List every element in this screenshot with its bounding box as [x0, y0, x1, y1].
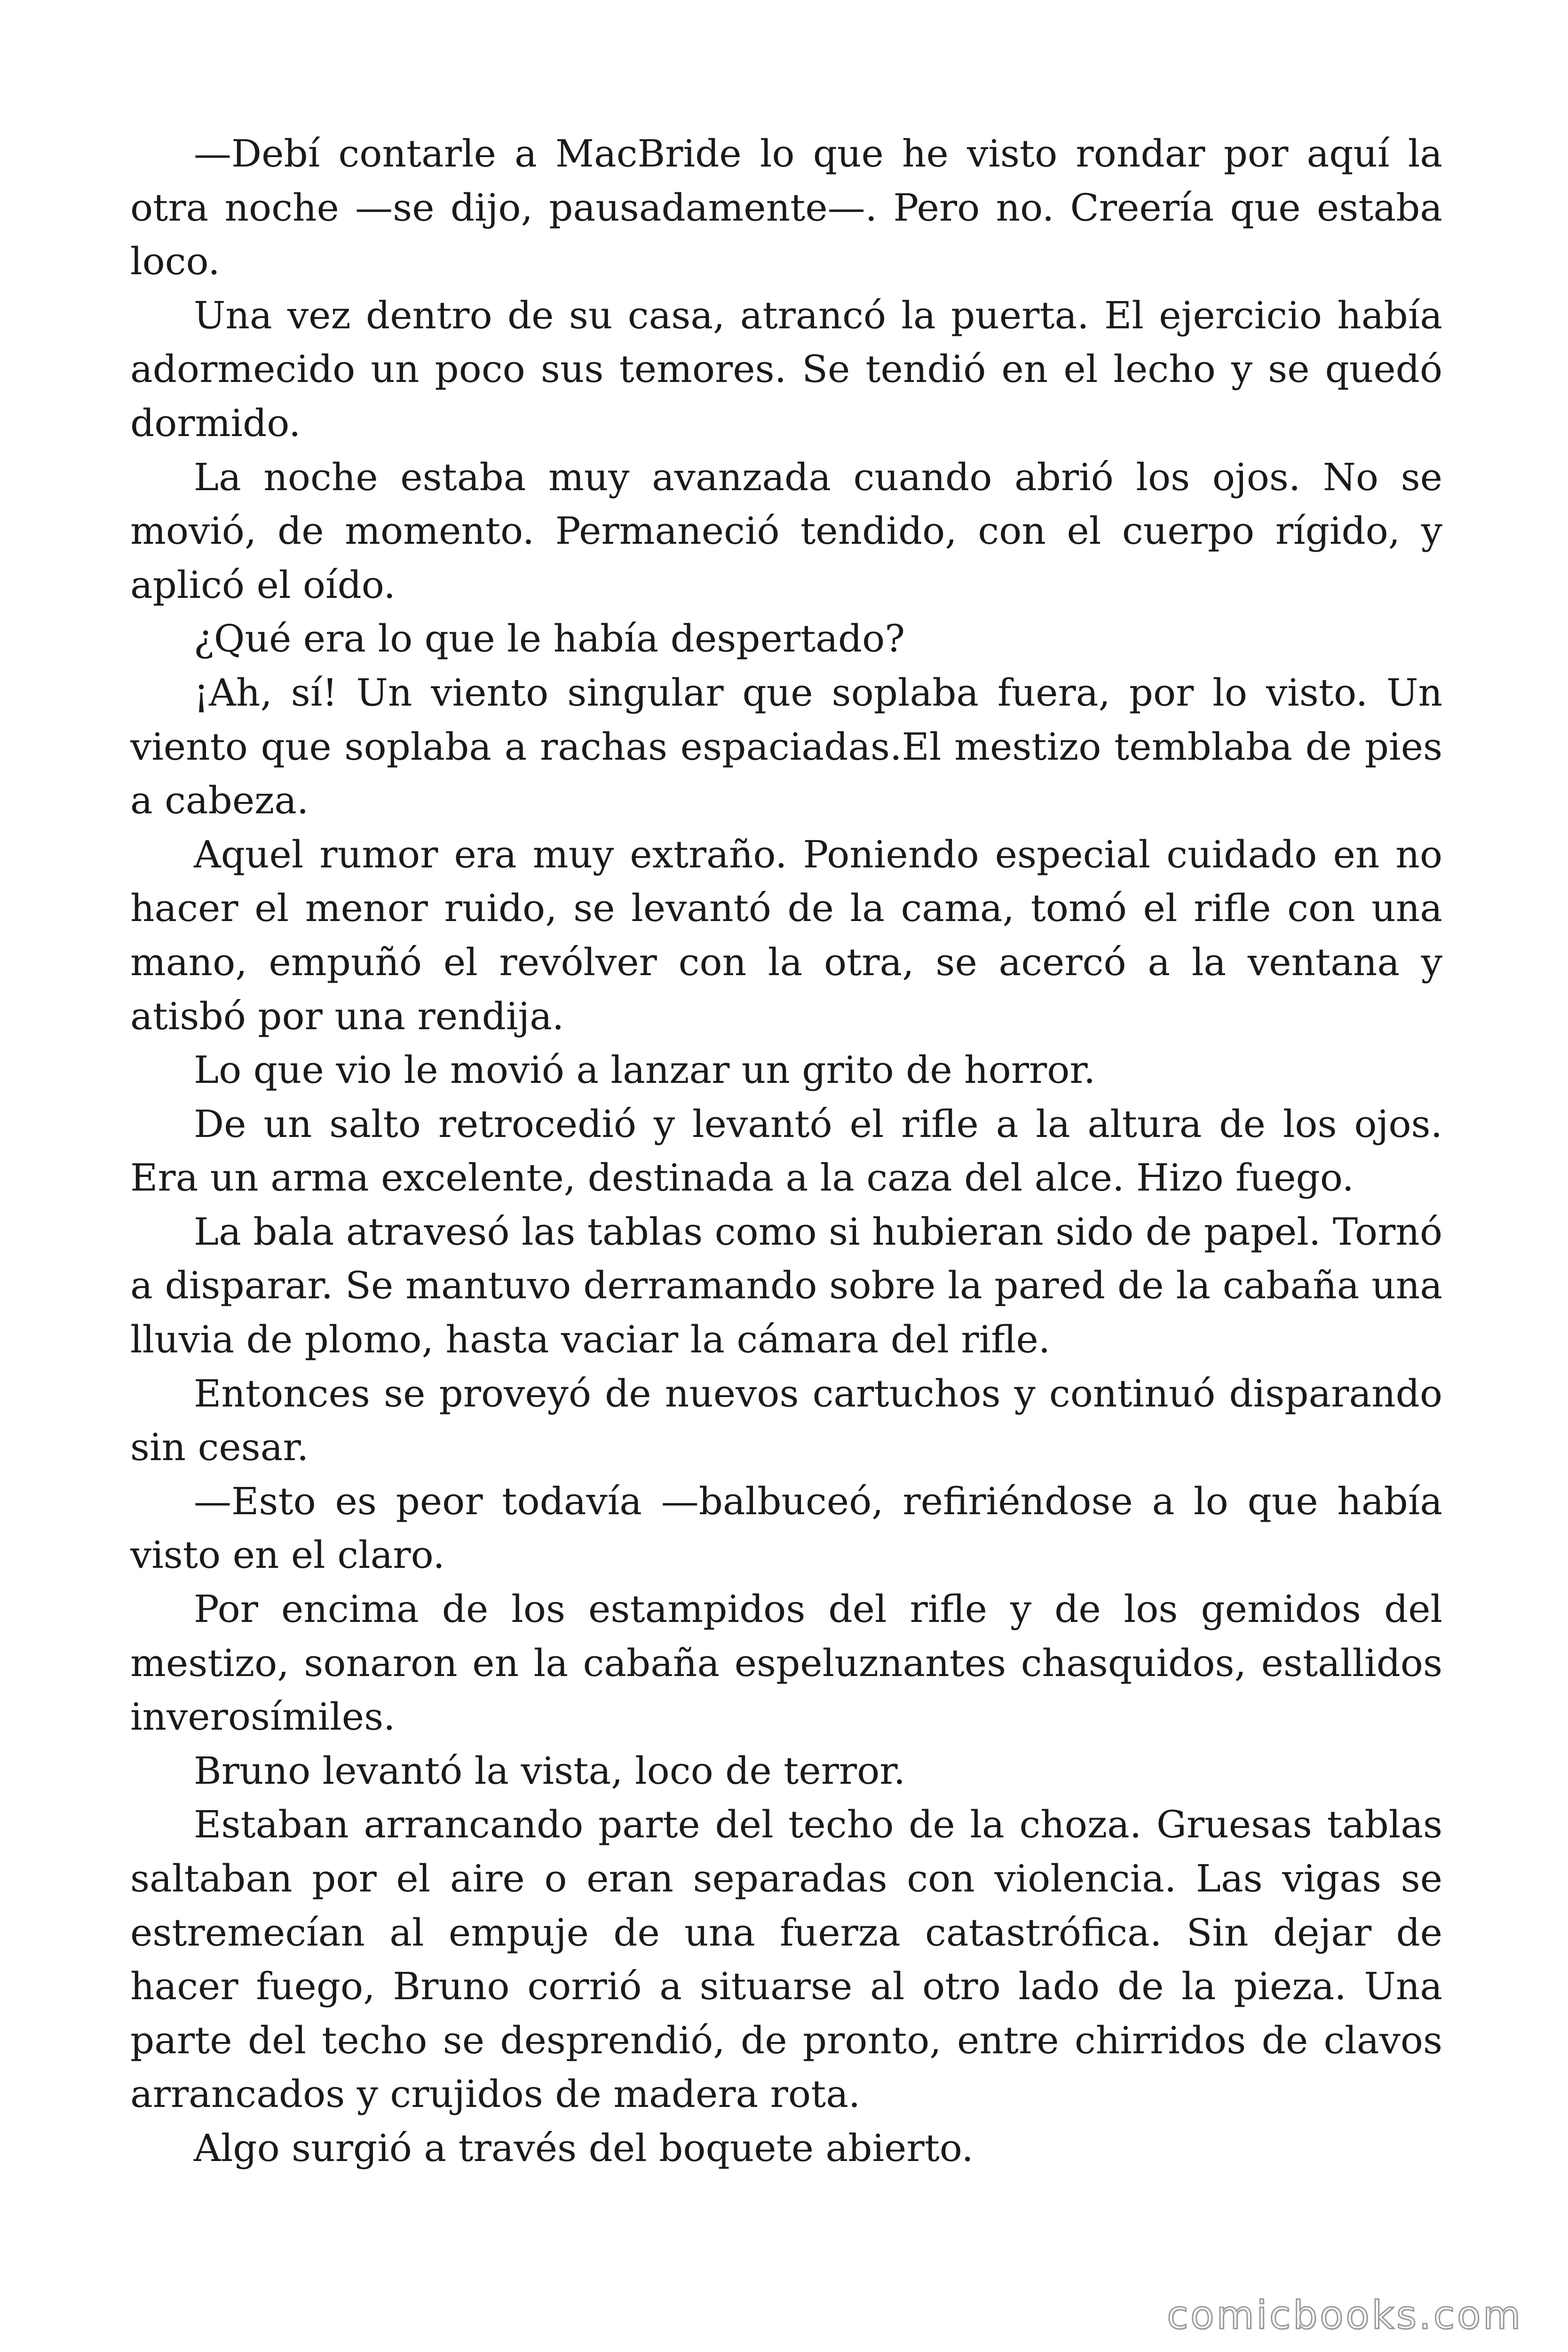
- paragraph: —Debí contarle a MacBride lo que he visto rondar por aquí la otra noche —se dijo, pausadamente—. Pero no. Creería que estaba loco.: [130, 132, 1442, 284]
- paragraph: Por encima de los estampidos del rifle y de los gemidos del mestizo, sonaron en la cabaña espeluznantes chasquidos, estallidos inverosímiles.: [130, 1587, 1442, 1739]
- paragraph: Estaban arrancando parte del techo de la choza. Gruesas tablas saltaban por el aire o eran separadas con violencia. Las vigas se estremecían al empuje de una fuerza catastrófica. Sin dejar de hacer fuego, Bruno corrió a situarse al otro lado de la pieza. Una parte del techo se desprendió, de pronto, entre chirridos de clavos arrancados y crujidos de madera rota.: [130, 1803, 1442, 2116]
- paragraph: Entonces se proveyó de nuevos cartuchos y continuó disparando sin cesar.: [130, 1371, 1442, 1470]
- paragraph: De un salto retrocedió y levantó el rifle a la altura de los ojos. Era un arma excelente, destinada a la caza del alce. Hizo fuego.: [130, 1102, 1442, 1200]
- paragraph: ¿Qué era lo que le había despertado?: [194, 617, 905, 661]
- paragraph: Aquel rumor era muy extraño. Poniendo especial cuidado en no hacer el menor ruido, se levantó de la cama, tomó el rifle con una mano, empuñó el revólver con la otra, se acercó a la ventana y atisbó por una rendija.: [130, 832, 1442, 1038]
- paragraph: ¡Ah, sí! Un viento singular que soplaba fuera, por lo visto. Un viento que soplaba a rachas espaciadas.El mestizo temblaba de pies a cabeza.: [130, 670, 1442, 823]
- paragraph: Algo surgió a través del boquete abierto.: [194, 2126, 974, 2170]
- paragraph: La noche estaba muy avanzada cuando abrió los ojos. No se movió, de momento. Permaneció tendido, con el cuerpo rígido, y aplicó el oído.: [130, 455, 1442, 607]
- paragraph: Bruno levantó la vista, loco de terror.: [194, 1748, 906, 1793]
- paragraph: La bala atravesó las tablas como si hubieran sido de papel. Tornó a disparar. Se mantuvo derramando sobre la pared de la cabaña una lluvia de plomo, hasta vaciar la cámara del rifle.: [130, 1209, 1442, 1362]
- paragraph: Una vez dentro de su casa, atrancó la puerta. El ejercicio había adormecido un poco sus temores. Se tendió en el lecho y se quedó dormido.: [130, 293, 1442, 445]
- watermark-logo: comicbooks.com: [1167, 2293, 1523, 2338]
- book-page-body: [130, 127, 1442, 2176]
- paragraph: Lo que vio le movió a lanzar un grito de horror.: [194, 1048, 1096, 1092]
- paragraph: —Esto es peor todavía —balbuceó, refiriéndose a lo que había visto en el claro.: [130, 1479, 1442, 1577]
